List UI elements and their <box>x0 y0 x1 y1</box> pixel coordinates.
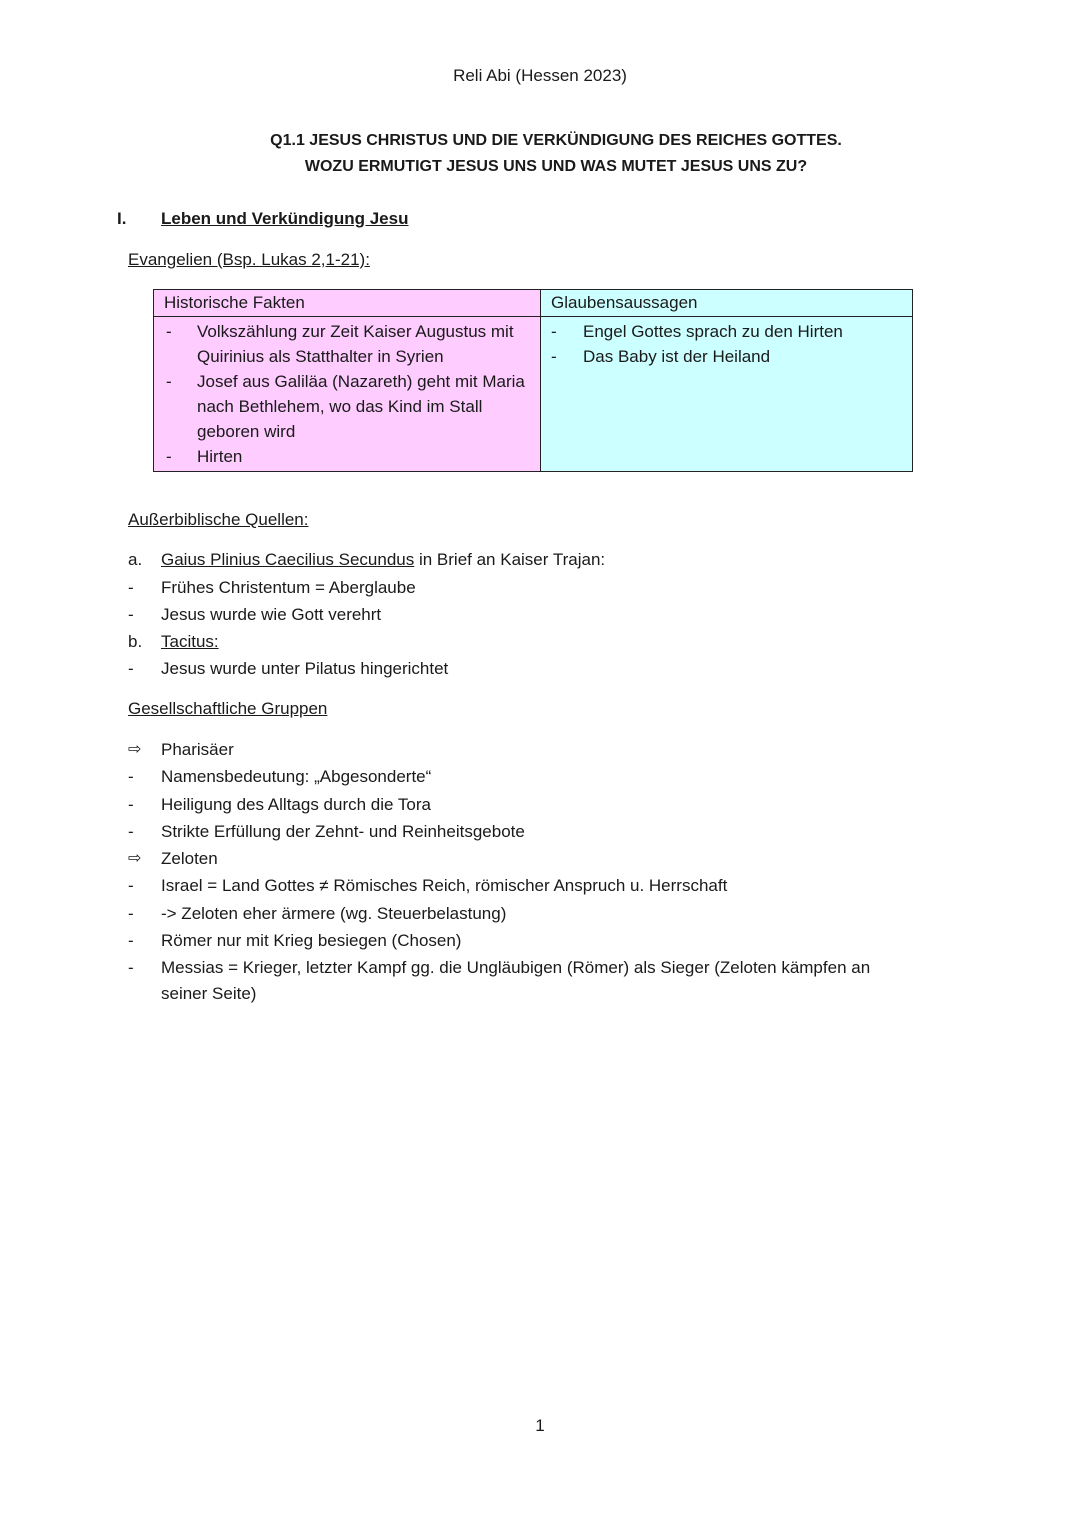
section-number: I. <box>117 209 127 228</box>
list-item: - Das Baby ist der Heiland <box>551 347 771 366</box>
document-title-line1: Q1.1 JESUS CHRISTUS UND DIE VERKÜNDIGUNG DES REICHES GOTTES. <box>270 132 842 149</box>
arrow-right-icon: ⇨ <box>128 850 142 867</box>
list-item: - Volkszählung zur Zeit Kaiser Augustus mit Quirinius als Statthalter in Syrien <box>166 322 514 366</box>
source-a-name: Gaius Plinius Caecilius Secundus <box>161 550 415 569</box>
list-item: - Hirten <box>166 447 243 466</box>
section-title: Leben und Verkündigung Jesu <box>161 209 409 228</box>
page-number: 1 <box>535 1416 545 1435</box>
arrow-right-icon: ⇨ <box>128 741 142 758</box>
document-title-line2: WOZU ERMUTIGT JESUS UNS UND WAS MUTET JESUS UNS ZU? <box>304 158 808 175</box>
evangelien-heading: Evangelien (Bsp. Lukas 2,1-21): <box>128 250 370 269</box>
page-header: Reli Abi (Hessen 2023) <box>453 66 627 85</box>
gospel-table <box>153 289 913 472</box>
sources-heading: Außerbiblische Quellen: <box>128 510 309 529</box>
table-header-historical: Historische Fakten <box>154 290 541 317</box>
list-item: - Engel Gottes sprach zu den Hirten <box>551 322 843 341</box>
source-b-name: Tacitus: <box>161 632 219 651</box>
historical-facts-cell <box>154 317 541 472</box>
table-header-faith: Glaubensaussagen <box>541 290 913 317</box>
groups-heading: Gesellschaftliche Gruppen <box>128 699 328 718</box>
faith-statements-cell <box>541 317 913 472</box>
list-item: - Josef aus Galiläa (Nazareth) geht mit Maria nach Bethlehem, wo das Kind im Stall geboren wird <box>166 372 525 441</box>
